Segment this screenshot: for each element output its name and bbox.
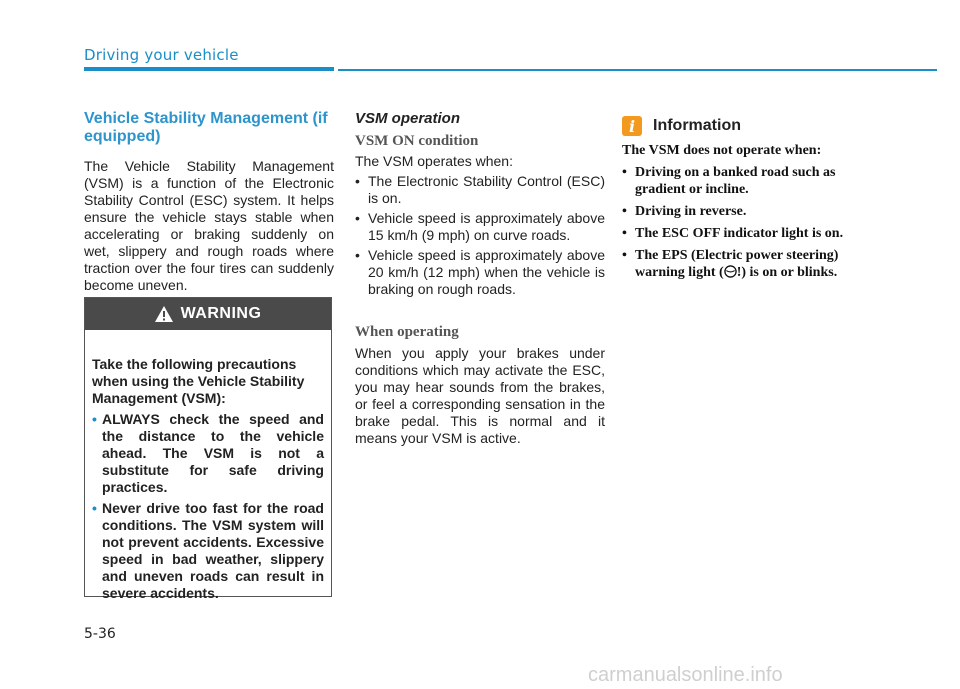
list-item: • The EPS (Electric power steering) warning light ( !) is on or blinks. [622, 248, 839, 280]
page-number: 5-36 [84, 626, 116, 642]
column-vsm-intro [84, 110, 334, 294]
warning-item [92, 500, 324, 602]
watermark: carmanualsonline.info [588, 664, 783, 686]
vsm-on-heading: VSM ON condition [355, 133, 479, 149]
warning-item-text: Never drive too fast for the road conditions. The VSM system will not prevent accidents. Excessive speed in bad weather, slippery and uneven roads can result in severe accidents. [102, 500, 324, 601]
warning-header [85, 298, 331, 330]
bullet-icon: • [92, 411, 97, 427]
warning-triangle-icon [155, 306, 173, 322]
list-item: • The Electronic Stability Control (ESC) is on. [355, 173, 605, 206]
header-rule-thin [338, 69, 937, 71]
column-vsm-operation [355, 110, 605, 447]
section-title-vsm: Vehicle Stability Management (if equipped) [84, 110, 328, 145]
warning-item-text: ALWAYS check the speed and the distance to the vehicle ahead. The VSM is not a substitute for safe driving practices. [102, 411, 324, 495]
vsm-operation-title: VSM operation [355, 110, 461, 127]
when-operating-heading: When operating [355, 324, 459, 340]
vsm-on-intro: The VSM operates when: [355, 153, 513, 169]
bullet-icon: • [92, 500, 97, 516]
list-item: • The ESC OFF indicator light is on. [622, 226, 844, 241]
information-box [622, 116, 872, 281]
information-header [622, 116, 872, 136]
info-list [622, 164, 872, 281]
steering-warning-icon [724, 265, 737, 278]
warning-label: WARNING [180, 305, 262, 322]
warning-intro: Take the following precautions when using the Vehicle Stability Management (VSM): [92, 356, 305, 406]
information-title: Information [653, 117, 741, 134]
vsm-on-list [355, 173, 605, 298]
section-header: Driving your vehicle [84, 46, 239, 64]
list-item: • Vehicle speed is approximately above 20 km/h (12 mph) when the vehicle is braking on rough roads. [355, 247, 605, 297]
list-item: • Driving on a banked road such as gradient or incline. [622, 165, 836, 197]
list-item: • Driving in reverse. [622, 204, 747, 219]
vsm-description: The Vehicle Stability Management (VSM) is a function of the Electronic Stability Control (ESC) system. It helps ensure the vehicle stays stable when accelerating or braking suddenly on wet, slippery and rough roads where traction over the four tires can suddenly become uneven. [84, 158, 334, 293]
info-icon: i [622, 116, 642, 136]
info-intro: The VSM does not operate when: [622, 143, 822, 158]
when-operating-text: When you apply your brakes under conditions which may activate the ESC, you may hear sounds from the brakes, or feel a corresponding sensation in the brake pedal. This is normal and it means your VSM is active. [355, 345, 605, 446]
header-rule-thick [84, 67, 334, 71]
list-item: • Vehicle speed is approximately above 15 km/h (9 mph) on curve roads. [355, 210, 605, 243]
warning-item [92, 411, 324, 496]
warning-box [84, 297, 332, 601]
warning-body [85, 330, 331, 602]
